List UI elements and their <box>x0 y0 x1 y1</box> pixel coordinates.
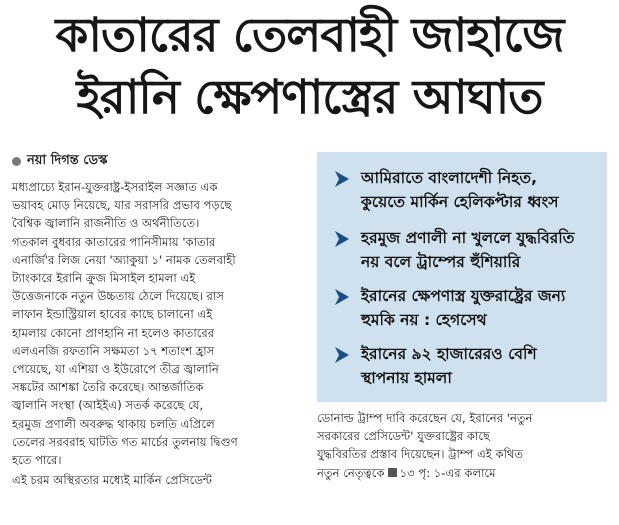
chevron-right-icon <box>331 345 355 365</box>
byline <box>12 151 107 172</box>
related-headline-2-text: হরমুজ প্রণালী না খুললে যুদ্ধবিরতি নয় বলে ট্রাম্পের হুঁশিয়ারি <box>361 229 575 271</box>
chevron-right-icon <box>331 229 355 249</box>
related-headline-4-text: ইরানের ৯২ হাজারেরও বেশি স্থাপনায় হামলা <box>361 345 537 387</box>
headline-line-1: কাতারের তেলবাহী জাহাজে <box>55 8 564 63</box>
byline-dot-icon <box>12 157 21 166</box>
related-headline-2[interactable] <box>317 226 607 274</box>
related-headline-4[interactable] <box>317 342 607 390</box>
chevron-right-icon <box>331 287 355 307</box>
related-headline-3[interactable] <box>317 284 607 332</box>
body-paragraph-1: মধ্যপ্রাচ্যে ইরান-যুক্তরাষ্ট্র-ইসরাইল সজ্ঞাত এক ভয়াবহ মোড় নিয়েছে, যার সরাসরি প্রভাব পড়ছে বৈশ্বিক জ্বালানি রাজনীতি ও অর্থনীতিতে। গতকাল বুধবার কাতারের পানিসীমায় 'কাতার এনার্জি'র লিজ নেয়া 'অ্যাকুয়া ১' নামক তেলবাহী ট্যাংকারে ইরানি ক্রুজ মিসাইল হামলা এই উত্তেজনাকে নতুন উচ্চতায় ঠেলে দিয়েছে। রাস লাফান ইন্ডাস্ট্রিয়াল হাবের কাছে চালানো এই হামলায় কোনো প্রাণহানি না হলেও কাতারের এলএনজি রফতানি সক্ষমতা ১৭ শতাংশ হ্রাস পেয়েছে, যা এশিয়া ও ইউরোপে তীব্র জ্বালানি সঙ্কটের আশঙ্কা তৈরি করেছে। আন্তর্জাতিক জ্বালানি সংস্থা (আইইএ) সতর্ক করেছে যে, হরমুজ প্রণালী অবরুদ্ধ থাকায় চলতি এপ্রিলে তেলের সরবরাহ ঘাটতি গত মার্চের তুলনায় দ্বিগুণ হতে পারে। <box>12 180 238 468</box>
related-headline-1[interactable] <box>317 166 607 214</box>
continuation-square-icon <box>388 468 397 477</box>
article-body-right <box>317 409 609 482</box>
related-headlines-box <box>317 152 607 402</box>
right-body-text: ডোনাল্ড ট্রাম্প দাবি করেছেন যে, ইরানের 'নতুন সরকারের প্রেসিডেন্ট' যুক্তরাষ্ট্রের কাছে যুদ্ধবিরতির প্রস্তাব দিয়েছেন। ট্রাম্প এই কথিত নতুন নেতৃত্বকে <box>317 411 533 480</box>
article-body-left <box>12 178 307 489</box>
related-headline-1-text: আমিরাতে বাংলাদেশী নিহত, কুয়েতে মার্কিন হেলিকপ্টার ধ্বংস <box>361 169 559 211</box>
byline-text: নয়া দিগন্ত ডেস্ক <box>27 153 108 168</box>
chevron-right-icon <box>331 169 355 189</box>
body-paragraph-2: এই চরম অস্থিরতার মধ্যেই মার্কিন প্রেসিডেন্ট <box>12 473 212 488</box>
headline-line-2: ইরানি ক্ষেপণাস্ত্রের আঘাত <box>76 70 543 125</box>
related-headline-3-text: ইরানের ক্ষেপণাস্ত্র যুক্তরাষ্ট্রের জন্য হুমকি নয় : হেগসেথ <box>361 287 566 329</box>
continuation-link[interactable]: ১৩ পৃ: ১-এর কলামে <box>399 465 496 480</box>
